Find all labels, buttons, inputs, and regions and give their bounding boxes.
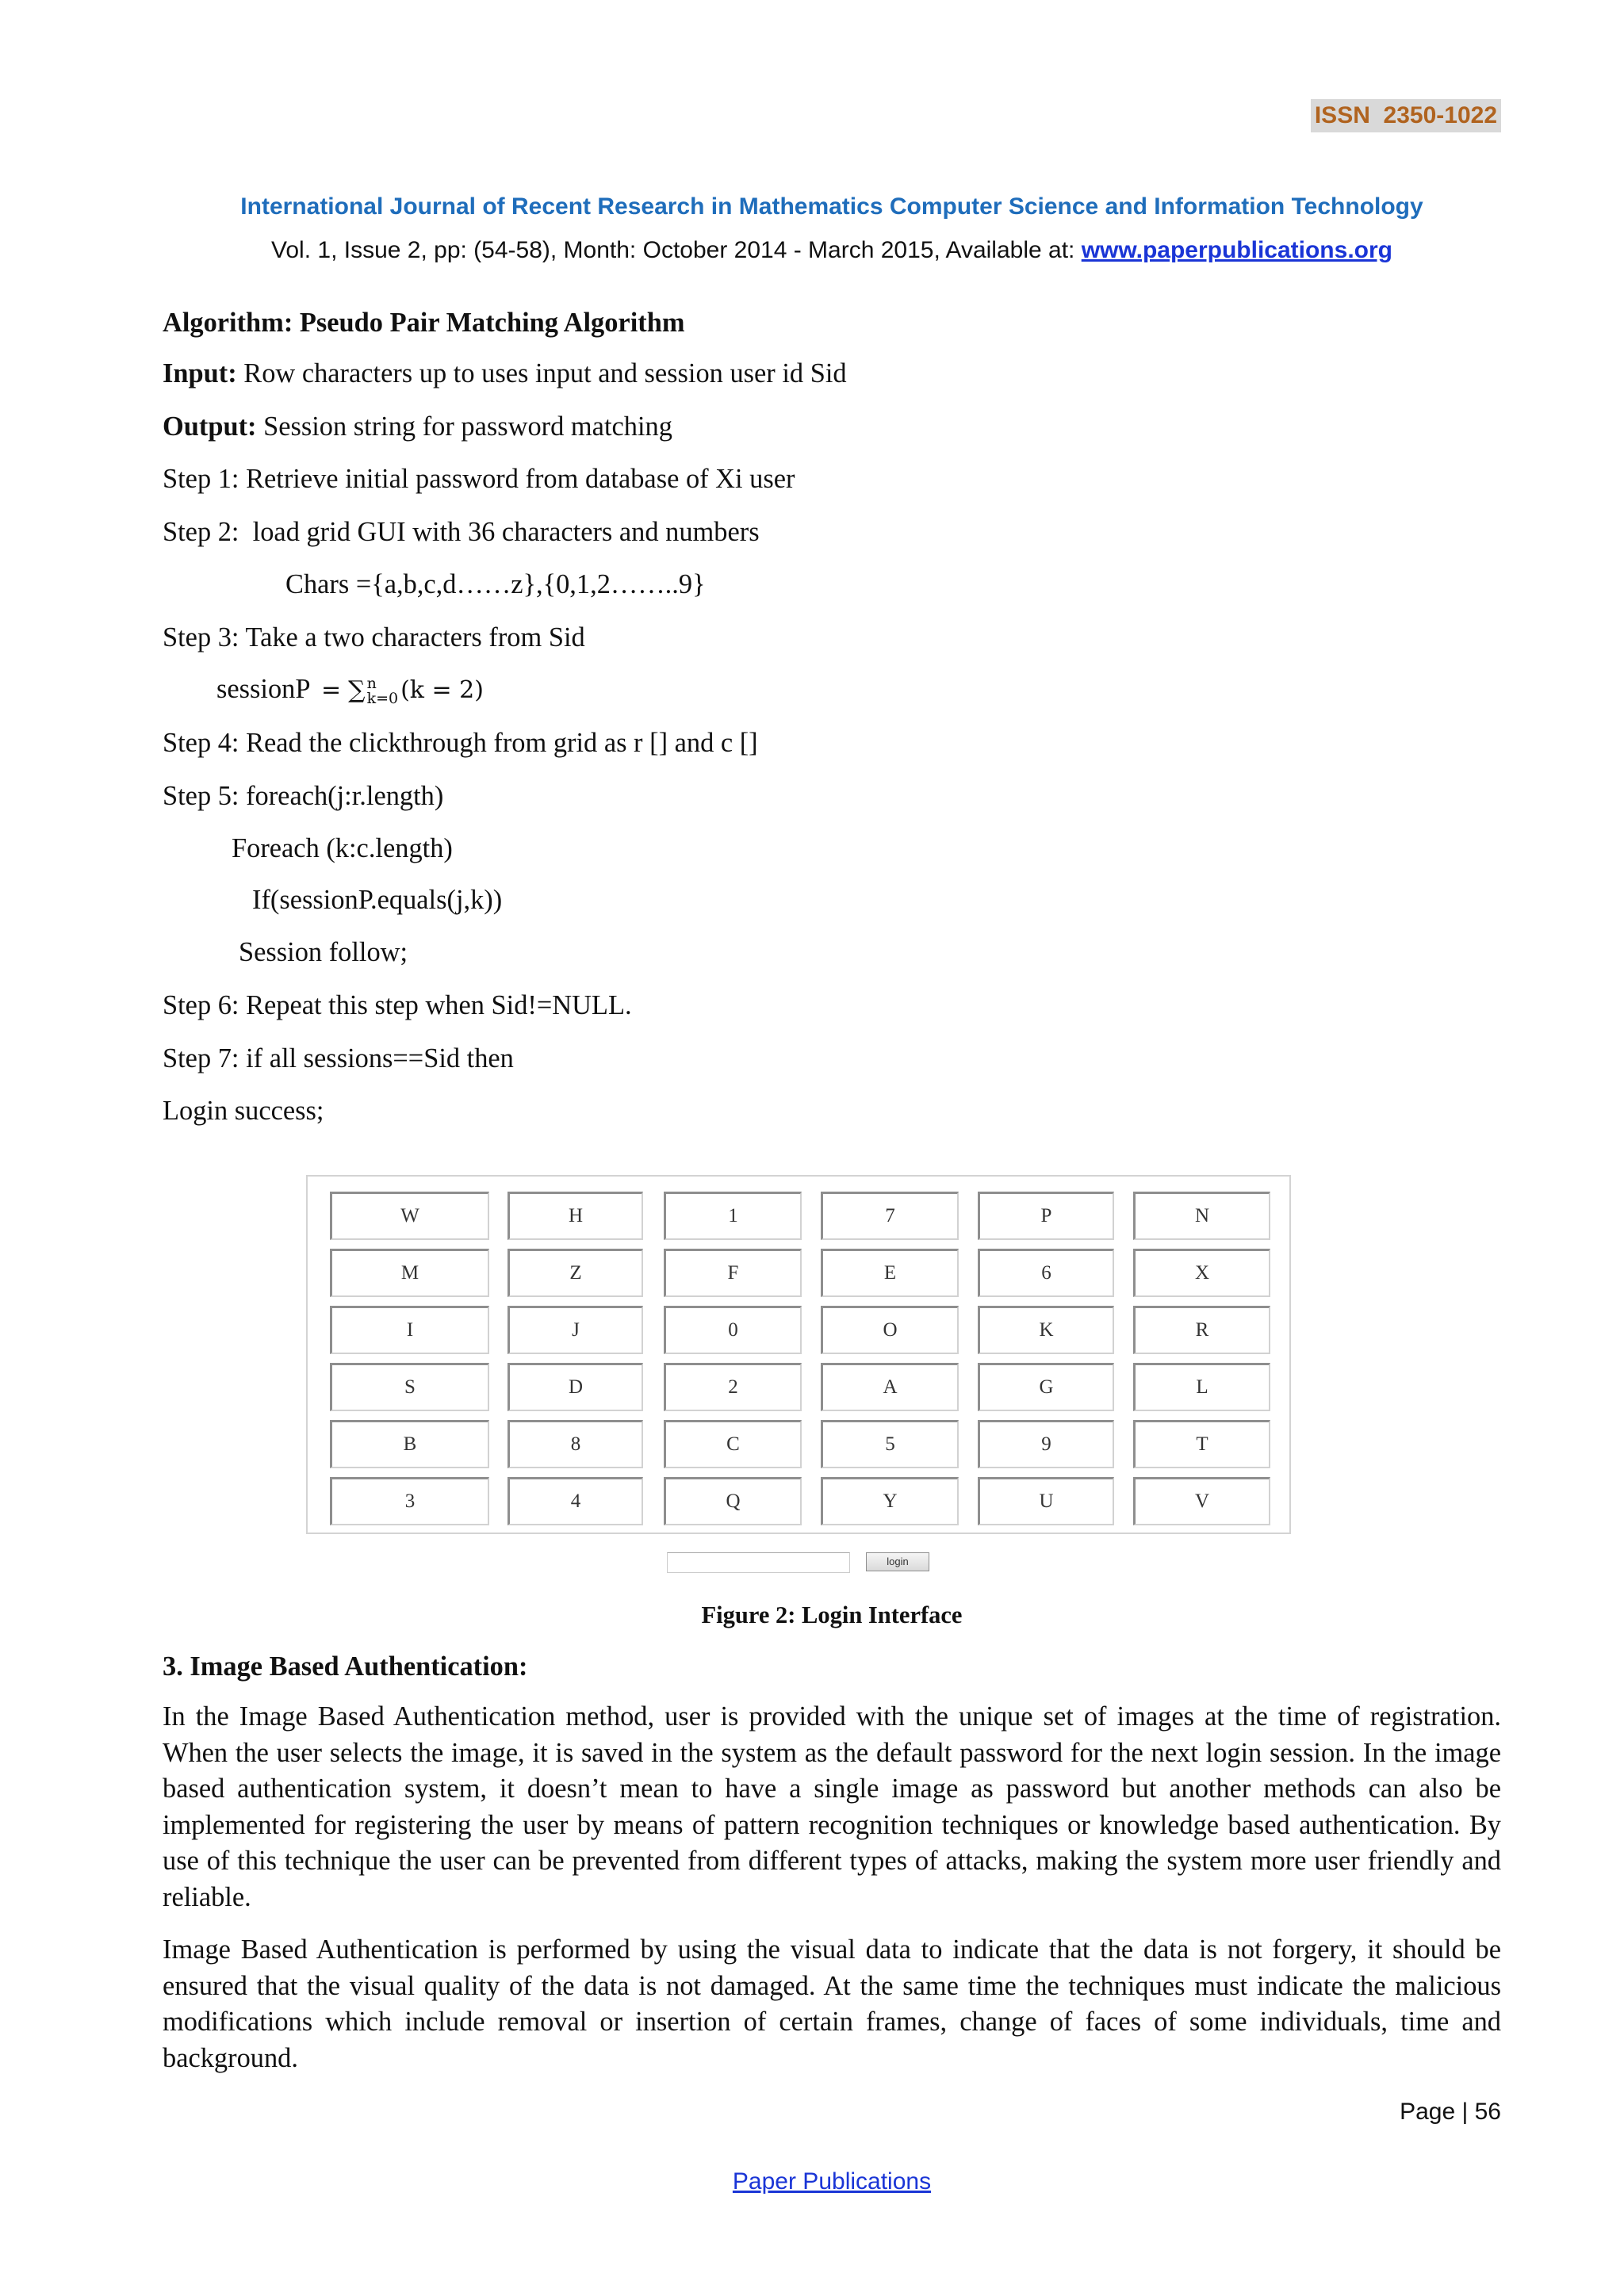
input-label: Input: (163, 358, 237, 388)
summation-symbol: ∑ (348, 676, 366, 704)
output-text: Session string for password matching (263, 411, 672, 442)
grid-key: 1 (664, 1192, 802, 1240)
grid-key: 9 (978, 1420, 1114, 1468)
grid-key: 4 (508, 1477, 643, 1525)
summation-lower-limit: k=0 (366, 690, 399, 708)
grid-key: U (978, 1477, 1114, 1525)
algorithm-step-5: Step 5: foreach(j:r.length) (163, 781, 444, 811)
chars-definition: Chars ={a,b,c,d……z},{0,1,2……..9} (285, 569, 706, 599)
algorithm-step-2: Step 2: load grid GUI with 36 characters and numbers (163, 517, 760, 547)
journal-title: International Journal of Recent Research in Mathematics Computer Science and Information Technology (240, 193, 1423, 220)
grid-key: N (1133, 1192, 1270, 1240)
algorithm-output-line (163, 411, 672, 442)
summation-limits (367, 676, 399, 706)
session-follow-line: Session follow; (239, 937, 408, 967)
publisher-link[interactable]: Paper Publications (732, 2168, 932, 2195)
paragraph-2: Image Based Authentication is performed by using the visual data to indicate that the data is not forgery, it should be ensured that the visual quality of the data is not damaged. At the same time the techniques must indicate the malicious modifications which include removal or insertion of certain frames, change of faces of some individuals, time and background. (163, 1934, 1501, 2073)
summation-upper-limit: n (366, 675, 377, 693)
algorithm-step-1: Step 1: Retrieve initial password from database of Xi user (163, 464, 795, 494)
input-text: Row characters up to uses input and session user id Sid (243, 358, 847, 388)
grid-key: 5 (821, 1420, 959, 1468)
grid-key: A (821, 1363, 959, 1411)
grid-key: V (1133, 1477, 1270, 1525)
formula-equals: = (321, 676, 342, 704)
formula-body: (k = 2) (400, 676, 484, 704)
grid-key: B (330, 1420, 489, 1468)
grid-key: L (1133, 1363, 1270, 1411)
grid-key: 0 (664, 1306, 802, 1354)
grid-key: J (508, 1306, 643, 1354)
grid-key: C (664, 1420, 802, 1468)
algorithm-step-3: Step 3: Take a two characters from Sid (163, 622, 585, 652)
grid-key: 6 (978, 1249, 1114, 1297)
volume-info-text: Vol. 1, Issue 2, pp: (54-58), Month: October 2014 - March 2015, Available at: (271, 237, 1082, 263)
figure-password-field (667, 1552, 850, 1573)
grid-key: H (508, 1192, 643, 1240)
inner-loop-line: Foreach (k:c.length) (232, 833, 453, 863)
grid-key: 7 (821, 1192, 959, 1240)
grid-key: M (330, 1249, 489, 1297)
output-label: Output: (163, 411, 257, 442)
grid-key: 8 (508, 1420, 643, 1468)
condition-line: If(sessionP.equals(j,k)) (252, 885, 503, 915)
algorithm-input-line (163, 358, 847, 389)
grid-key: 2 (664, 1363, 802, 1411)
website-link[interactable]: www.paperpublications.org (1081, 237, 1392, 263)
grid-key: R (1133, 1306, 1270, 1354)
grid-key: G (978, 1363, 1114, 1411)
algorithm-step-6: Step 6: Repeat this step when Sid!=NULL. (163, 990, 632, 1020)
algorithm-result: Login success; (163, 1096, 324, 1126)
grid-key: Z (508, 1249, 643, 1297)
grid-key: K (978, 1306, 1114, 1354)
grid-key: Y (821, 1477, 959, 1525)
grid-key: W (330, 1192, 489, 1240)
session-formula (216, 673, 484, 708)
volume-info-line (163, 235, 1501, 266)
grid-key: S (330, 1363, 489, 1411)
login-grid-figure (306, 1175, 1291, 1534)
grid-key: 3 (330, 1477, 489, 1525)
grid-key: Q (664, 1477, 802, 1525)
algorithm-step-7: Step 7: if all sessions==Sid then (163, 1043, 514, 1073)
grid-key: D (508, 1363, 643, 1411)
grid-key: X (1133, 1249, 1270, 1297)
algorithm-title: Algorithm: Pseudo Pair Matching Algorithm (163, 308, 685, 338)
figure-caption: Figure 2: Login Interface (701, 1601, 963, 1628)
algorithm-step-4: Step 4: Read the clickthrough from grid as r [] and c [] (163, 728, 758, 758)
publisher-footer (163, 2166, 1501, 2198)
grid-key: E (821, 1249, 959, 1297)
paragraph-1: In the Image Based Authentication method, user is provided with the unique set of images at the time of registration. When the user selects the image, it is saved in the system as the default password for the next login session. In the image based authentication system, it doesn’t mean to have a single image as password but another methods can also be implemented for registering the user by means of pattern recognition techniques or knowledge based authentication. By use of this technique the user can be prevented from different types of attacks, making the system more user friendly and reliable. (163, 1701, 1501, 1912)
section-heading: 3. Image Based Authentication: (163, 1651, 528, 1682)
issn-badge: ISSN 2350-1022 (1311, 99, 1501, 132)
page-number: Page | 56 (1400, 2099, 1501, 2125)
grid-key: F (664, 1249, 802, 1297)
figure-login-button: login (866, 1552, 929, 1571)
grid-key: I (330, 1306, 489, 1354)
grid-key: O (821, 1306, 959, 1354)
formula-variable: sessionP (216, 674, 311, 704)
grid-key: T (1133, 1420, 1270, 1468)
grid-key: P (978, 1192, 1114, 1240)
